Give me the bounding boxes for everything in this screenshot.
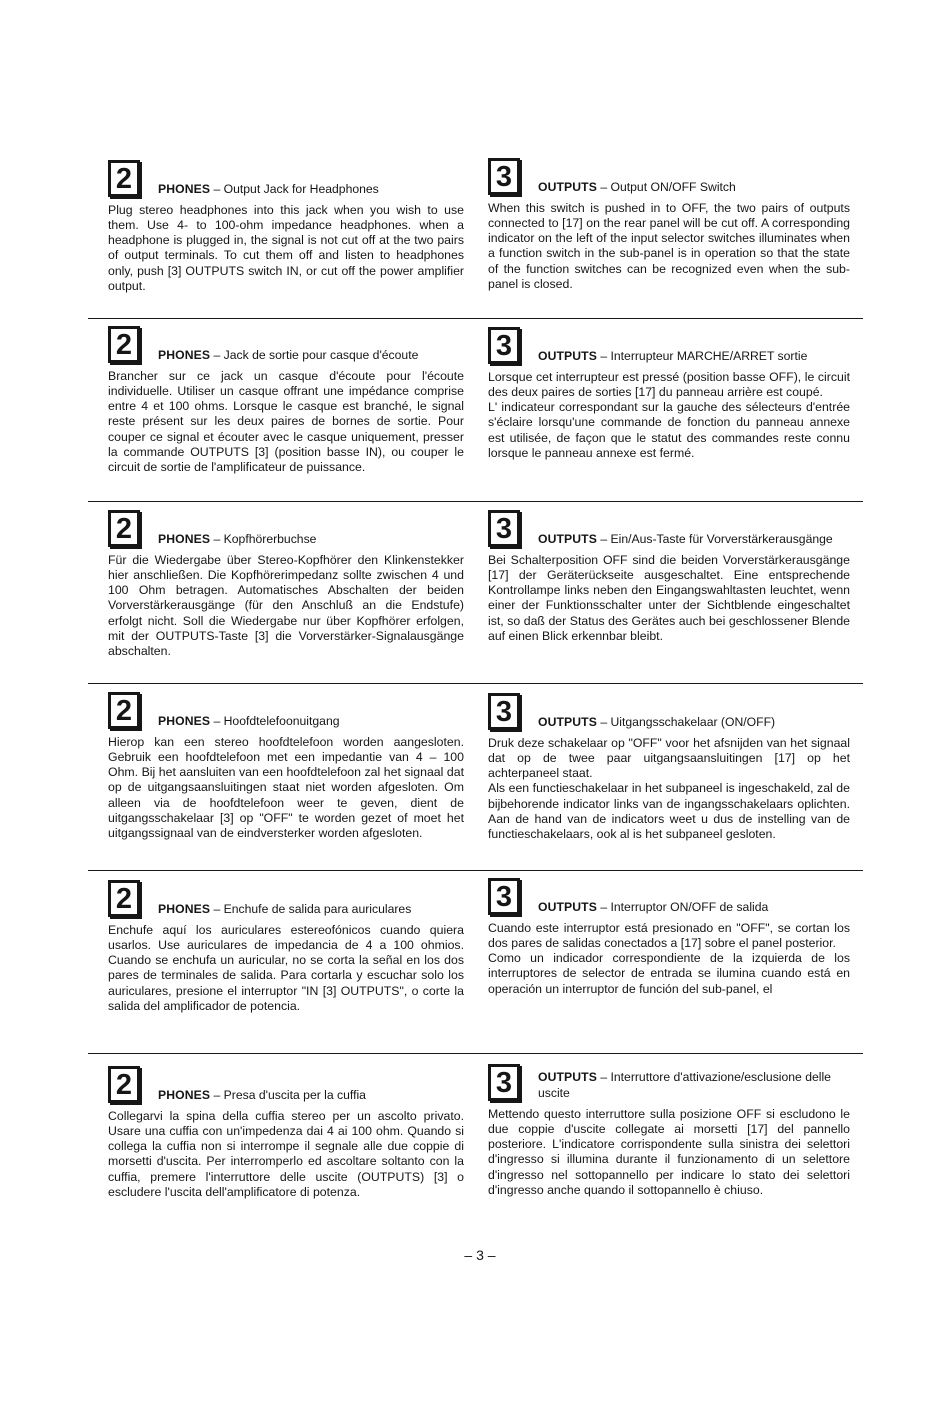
page-number: – 3 – [464,1247,496,1263]
number-badge: 2 [108,1066,140,1103]
section-phones-it [108,1066,464,1200]
section-header [488,1064,850,1101]
section-title: OUTPUTS – Interruptor ON/OFF de salida [538,900,769,914]
section-header [488,327,850,364]
divider [88,1053,863,1054]
section-header [108,880,464,917]
section-body: When this switch is pushed in to OFF, the two pairs of outputs connected to [17] on the rear panel will be cut off. A corresponding indicator on the left of the input selector switches illuminates when a function switch in the sub-panel is in operation so that the state of the function switches can be recognized even when the sub-panel is closed. [488,201,850,291]
section-header [108,692,464,729]
section-title: OUTPUTS – Interruttore d'attivazione/esclusione delle uscite [538,1070,831,1100]
number-badge: 3 [488,693,520,730]
section-body: Druk deze schakelaar op "OFF" voor het afsnijden van het signaal dat op de twee paar uitgangsaansluitingen [17] op het achterpaneel staat. Als een functieschakelaar in het subpaneel is ingeschakeld, zal de bijbehorende indicator links van de ingangsschakelaars oplichten. Aan de hand van de indicators weet u dus de instelling van de functieschakelaars, ook al is het subpaneel gesloten. [488,736,850,841]
number-badge: 2 [108,510,140,547]
number-badge: 2 [108,880,140,917]
section-header [488,878,850,915]
section-body: Plug stereo headphones into this jack when you wish to use them. Use 4- to 100-ohm impedance headphones. when a headphone is plugged in, the signal is not cut off at the two pairs of output terminals. To cut them off and listen to headphones only, push [3] OUTPUTS switch IN, or cut off the power amplifier output. [108,203,464,293]
section-phones-en [108,160,464,294]
section-body: Enchufe aquí los auriculares estereofónicos cuando quiera usarlos. Use auriculares de impedancia de 4 a 100 ohmios. Cuando se enchufa un auricular, no se corta la señal en los dos pares de terminales de salida. Para cortarla y escuchar solo los auriculares, presione el interruptor "IN [3] OUTPUTS", o corte la salida del amplificador de potencia. [108,923,464,1013]
divider [88,870,863,871]
section-phones-es [108,880,464,1014]
section-title: PHONES – Presa d'uscita per la cuffia [158,1088,366,1102]
section-header [108,510,464,547]
section-header [488,158,850,195]
section-body: Brancher sur ce jack un casque d'écoute pour l'écoute individuelle. Utiliser un casque offrant une impédance comprise entre 4 et 100 ohms. Lorsque le casque est branché, le signal reste présent sur les deux paires de bornes de sortie. Pour couper ce signal et écouter avec le casque uniquement, presser la commande OUTPUTS [3] (position basse IN), ou couper le circuit de sortie de l'amplificateur de puissance. [108,369,464,474]
section-header [108,326,464,363]
divider [88,683,863,684]
section-body: Bei Schalterposition OFF sind die beiden Vorverstärkerausgänge [17] der Geräterückseite ausgeschaltet. Eine entsprechende Kontrollampe links neben den Eingangswahltasten leuchtet, wenn einer der Funktionsschalter unter der Sichtblende eingeschaltet ist, so daß der Status des Gerätes auch bei geschlossener Blende auf einen Blick erkennbar bleibt. [488,553,850,643]
number-badge: 3 [488,1064,520,1101]
section-header [488,693,850,730]
section-title: OUTPUTS – Interrupteur MARCHE/ARRET sortie [538,349,808,363]
section-body: Für die Wiedergabe über Stereo-Kopfhörer den Klinkenstekker hier anschließen. Die Kopfhörerimpedanz sollte zwischen 4 und 100 Ohm betragen. Automatisches Abschalten der beiden Vorverstärkerausgänge (für den Anschluß an die Endstufe) erfolgt nicht. Soll die Wiedergabe nur über Kopfhörer erfolgen, mit der OUTPUTS-Taste [3] die Vorverstärker-Signalausgänge abschalten. [108,553,464,658]
section-outputs-it [488,1064,850,1198]
section-outputs-nl [488,693,850,842]
divider [88,318,863,319]
divider [88,501,863,502]
number-badge: 2 [108,692,140,729]
section-outputs-fr [488,327,850,461]
section-title: OUTPUTS – Uitgangsschakelaar (ON/OFF) [538,715,776,729]
section-phones-fr [108,326,464,475]
section-body: Hierop kan een stereo hoofdtelefoon worden aangesloten. Gebruik een hoofdtelefoon met een impedantie van 4 – 100 Ohm. Bij het aansluiten van een hoofdtelefoon zal het signaal dat op de uitgangsaansluitingen staat niet worden afgesloten. Om alleen via de hoofdtelefoon weer te geven, dient de uitgangsschakelaar [3] op "OFF" te worden gezet of moet het uitgangssignaal van de eindversterker worden afgesloten. [108,735,464,840]
section-title: OUTPUTS – Ein/Aus-Taste für Vorverstärkerausgänge [538,532,833,546]
section-body: Lorsque cet interrupteur est pressé (position basse OFF), le circuit des deux paires de sorties [17] du panneau arrière est coupé. L' indicateur correspondant sur la gauche des sélecteurs d'entrée s'éclaire lorsqu'une commande de fonction du panneau annexe est utilisée, de façon que le statut des commandes reste connu lorsque le panneau annexe est fermé. [488,370,850,460]
section-title: PHONES – Kopfhörerbuchse [158,532,317,546]
section-header [488,510,850,547]
number-badge: 3 [488,510,520,547]
section-title: OUTPUTS – Output ON/OFF Switch [538,180,736,194]
number-badge: 2 [108,160,140,197]
section-title: PHONES – Hoofdtelefoonuitgang [158,714,340,728]
section-outputs-de [488,510,850,644]
number-badge: 3 [488,158,520,195]
section-body: Cuando este interruptor está presionado en "OFF", se cortan los dos pares de salidas conectados a [17] sobre el panel posterior. Como un indicador correspondiente de la izquierda de los interruptores de selector de entrada se ilumina cuando está en operación un interruptor de función del sub-panel, el [488,921,850,996]
section-phones-nl [108,692,464,841]
section-title: PHONES – Output Jack for Headphones [158,182,379,196]
section-title: PHONES – Enchufe de salida para auriculares [158,902,412,916]
section-header [108,1066,464,1103]
number-badge: 2 [108,326,140,363]
section-header [108,160,464,197]
number-badge: 3 [488,327,520,364]
section-phones-de [108,510,464,659]
number-badge: 3 [488,878,520,915]
section-outputs-en [488,158,850,292]
section-body: Mettendo questo interruttore sulla posizione OFF si escludono le due coppie d'uscite collegate ai morsetti [17] del pannello posteriore. L'indicatore corrispondente sulla sinistra dei selettori d'ingresso si illumina durante il funzionamento di un selettore d'ingresso nel sottopannello per indicare lo stato dei selettori d'ingresso anche quando il sottopannello è chiuso. [488,1107,850,1197]
section-title: PHONES – Jack de sortie pour casque d'écoute [158,348,419,362]
section-outputs-es [488,878,850,997]
section-body: Collegarvi la spina della cuffia stereo per un ascolto privato. Usare una cuffia con un'impedenza dai 4 ai 100 ohm. Quando si collega la cuffia non si interrompe il segnale alle due coppie di morsetti d'uscita. Per interromperlo ed ascoltare soltanto con la cuffia, premere l'interruttore delle uscite (OUTPUTS) [3] o escludere l'uscita dell'amplificatore di potenza. [108,1109,464,1199]
